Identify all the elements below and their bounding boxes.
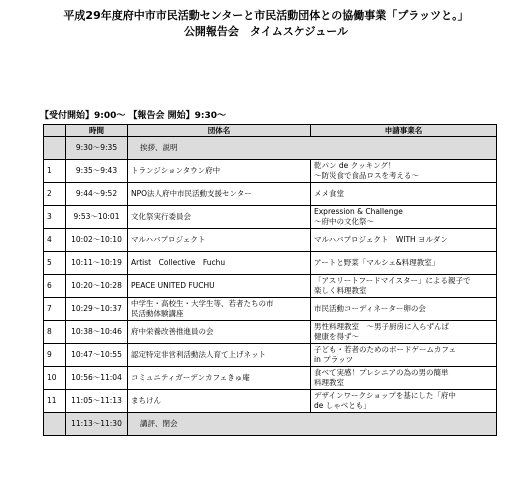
row-number: 8 xyxy=(44,321,66,344)
row-number: 7 xyxy=(44,298,66,321)
row-organization: 文化祭実行委員会 xyxy=(128,206,311,229)
row-organization: NPO法人府中市民活動支援センター xyxy=(128,183,311,206)
opening-text: 挨拶、説明 xyxy=(128,137,497,160)
row-number: 10 xyxy=(44,367,66,390)
row-project: マルハバプロジェクト WITH ヨルダン xyxy=(311,229,497,252)
document-subtitle: 公開報告会 タイムスケジュール xyxy=(183,25,349,38)
table-row xyxy=(44,160,497,183)
schedule-table xyxy=(43,124,497,436)
row-number: 5 xyxy=(44,252,66,275)
row-project: アートと野菜「マルシェ&料理教室」 xyxy=(311,252,497,275)
row-time: 10:47～10:55 xyxy=(66,344,128,367)
row-number: 4 xyxy=(44,229,66,252)
table-row xyxy=(44,367,497,390)
table-row xyxy=(44,390,497,413)
row-time: 9:44～9:52 xyxy=(66,183,128,206)
table-row xyxy=(44,321,497,344)
row-project: Expression & Challenge ～府中の文化祭～ xyxy=(311,206,497,229)
reception-info: 【受付開始】9:00～ 【報告会 開始】9:30～ xyxy=(40,111,227,121)
closing-time: 11:13～11:30 xyxy=(66,413,128,436)
opening-time: 9:30～9:35 xyxy=(66,137,128,160)
header-organization: 団体名 xyxy=(128,125,311,137)
row-project: 「アスリートフードマイスター」による親子で 楽しく料理教室 xyxy=(311,275,497,298)
closing-no xyxy=(44,413,66,436)
table-row xyxy=(44,206,497,229)
row-time: 9:35～9:43 xyxy=(66,160,128,183)
row-organization: PEACE UNITED FUCHU xyxy=(128,275,311,298)
table-row xyxy=(44,275,497,298)
row-project: 乾パン de クッキング！ ～防災食で食品ロスを考える～ xyxy=(311,160,497,183)
table-row xyxy=(44,252,497,275)
header-time: 時間 xyxy=(66,125,128,137)
row-organization: まちけん xyxy=(128,390,311,413)
closing-text: 講評、閉会 xyxy=(128,413,497,436)
row-number: 3 xyxy=(44,206,66,229)
row-project: 食べて実感！プレシニアの為の男の簡単 料理教室 xyxy=(311,367,497,390)
row-time: 10:11～10:19 xyxy=(66,252,128,275)
header-no xyxy=(44,125,66,137)
row-project: 男性料理教室 ～男子厨房に入らずんば 健康を得ず～ xyxy=(311,321,497,344)
opening-row xyxy=(44,137,497,160)
row-time: 10:29～10:37 xyxy=(66,298,128,321)
row-organization: コミュニティガーデンカフェきゅ庵 xyxy=(128,367,311,390)
table-row xyxy=(44,183,497,206)
row-time: 10:20～10:28 xyxy=(66,275,128,298)
row-organization: 中学生・高校生・大学生等、若者たちの市 民活動体験講座 xyxy=(128,298,311,321)
closing-row xyxy=(44,413,497,436)
table-row xyxy=(44,229,497,252)
row-project: メメ食堂 xyxy=(311,183,497,206)
row-time: 10:38～10:46 xyxy=(66,321,128,344)
row-time: 11:05～11:13 xyxy=(66,390,128,413)
row-time: 10:02～10:10 xyxy=(66,229,128,252)
row-organization: マルハバプロジェクト xyxy=(128,229,311,252)
row-project: デザインワークショップを基にした「府中 de しゃべとも」 xyxy=(311,390,497,413)
row-organization: トランジションタウン府中 xyxy=(128,160,311,183)
row-organization: 府中栄養改善推進員の会 xyxy=(128,321,311,344)
row-project: 子ども・若者のためのボードゲームカフェ in プラッツ xyxy=(311,344,497,367)
header-project: 申請事業名 xyxy=(311,125,497,137)
row-organization: 認定特定非営利活動法人育て上げネット xyxy=(128,344,311,367)
row-project: 市民活動コーディネーター卵の会 xyxy=(311,298,497,321)
row-time: 10:56～11:04 xyxy=(66,367,128,390)
table-row xyxy=(44,344,497,367)
row-number: 1 xyxy=(44,160,66,183)
row-number: 11 xyxy=(44,390,66,413)
table-row xyxy=(44,298,497,321)
table-header-row xyxy=(44,125,497,137)
row-number: 2 xyxy=(44,183,66,206)
opening-no xyxy=(44,137,66,160)
row-organization: Artist Collective Fuchu xyxy=(128,252,311,275)
row-time: 9:53～10:01 xyxy=(66,206,128,229)
row-number: 9 xyxy=(44,344,66,367)
row-number: 6 xyxy=(44,275,66,298)
document-title: 平成29年度府中市市民活動センターと市民活動団体との協働事業「プラッツと。」 xyxy=(63,9,469,22)
